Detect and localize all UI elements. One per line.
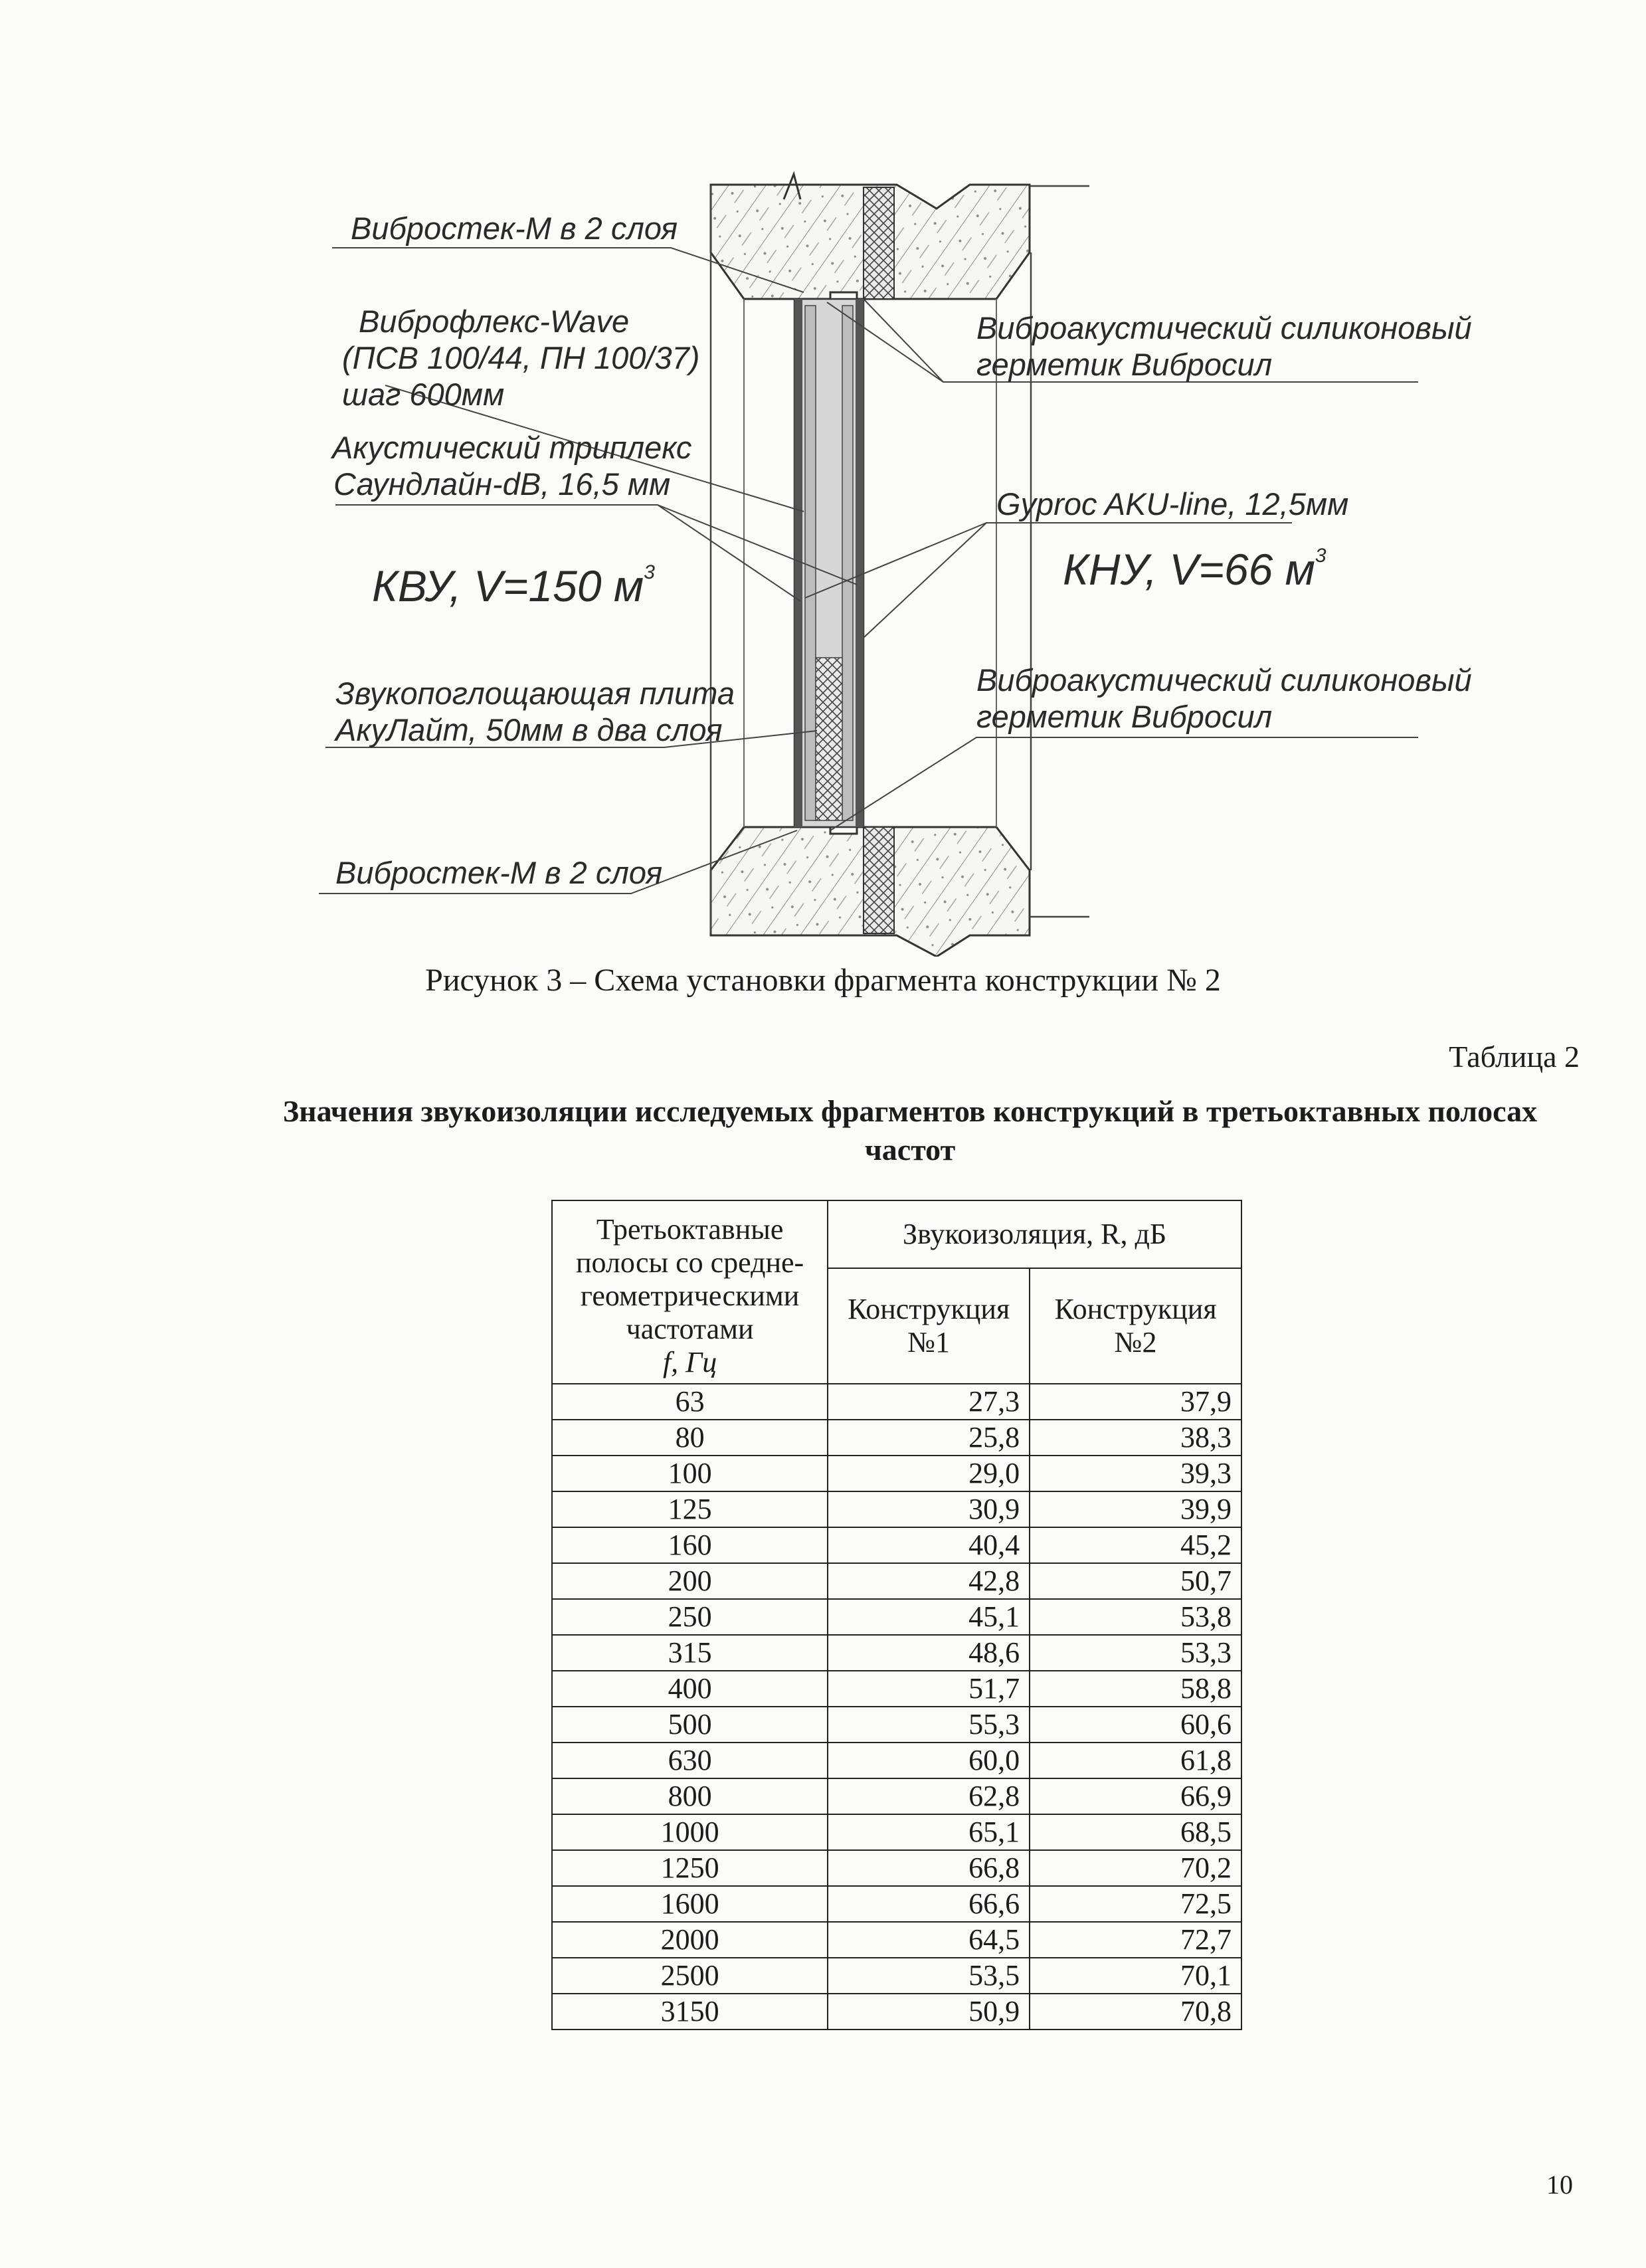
header-construction-1-line: Конструкция (848, 1293, 1010, 1325)
cell-frequency: 630 (552, 1743, 828, 1778)
cell-construction-2: 45,2 (1030, 1527, 1241, 1563)
bottom-insulation-strip (864, 827, 894, 933)
top-concrete-slab (711, 174, 1030, 299)
cell-construction-2: 53,8 (1030, 1599, 1241, 1635)
table-row (552, 1456, 1241, 1491)
bottom-concrete-slab (711, 827, 1030, 957)
label-sealant-top-2: герметик Вибросил (976, 347, 1273, 382)
cell-frequency: 80 (552, 1420, 828, 1456)
table-row (552, 1707, 1241, 1743)
cell-construction-1: 60,0 (828, 1743, 1030, 1778)
label-gyproc: Gyproc AKU-line, 12,5мм (996, 486, 1349, 521)
label-absorber-2: АкуЛайт, 50мм в два слоя (335, 712, 723, 747)
cell-construction-1: 48,6 (828, 1635, 1030, 1671)
cell-construction-2: 68,5 (1030, 1814, 1241, 1850)
cell-construction-2: 61,8 (1030, 1743, 1241, 1778)
cell-construction-1: 66,6 (828, 1886, 1030, 1922)
label-sealant-bottom-1: Виброакустический силиконовый (976, 662, 1472, 698)
label-kvu-room: КВУ, V=150 $м^3$ (372, 561, 655, 611)
table-row (552, 1850, 1241, 1886)
page-number: 10 (1546, 2170, 1573, 2200)
cell-construction-2: 70,2 (1030, 1850, 1241, 1886)
cell-construction-1: 42,8 (828, 1563, 1030, 1599)
label-vibroflex-3: шаг 600мм (342, 377, 505, 412)
header-construction-2-line: №2 (1114, 1326, 1157, 1359)
header-frequency-line: полосы со средне- (575, 1246, 804, 1279)
cell-construction-2: 60,6 (1030, 1707, 1241, 1743)
table-row (552, 1527, 1241, 1563)
cell-construction-1: 53,5 (828, 1958, 1030, 1994)
table-row (552, 1384, 1241, 1420)
cell-construction-2: 53,3 (1030, 1635, 1241, 1671)
cell-frequency: 160 (552, 1527, 828, 1563)
cell-frequency: 315 (552, 1635, 828, 1671)
absorber-layer (816, 658, 842, 820)
cell-frequency: 400 (552, 1671, 828, 1707)
cell-construction-1: 50,9 (828, 1994, 1030, 2030)
label-vibrostek-top: Вибростек-М в 2 слоя (351, 211, 678, 246)
installation-diagram (0, 0, 1646, 957)
cell-construction-2: 72,7 (1030, 1922, 1241, 1958)
cell-construction-1: 25,8 (828, 1420, 1030, 1456)
header-construction-1 (828, 1268, 1030, 1384)
cell-frequency: 2500 (552, 1958, 828, 1994)
label-sealant-bottom-2: герметик Вибросил (976, 699, 1273, 734)
table-row (552, 1886, 1241, 1922)
cell-construction-1: 51,7 (828, 1671, 1030, 1707)
table-row (552, 1743, 1241, 1778)
cell-construction-1: 64,5 (828, 1922, 1030, 1958)
table-title-line2: частот (864, 1133, 956, 1167)
label-vibroflex-2: (ПСВ 100/44, ПН 100/37) (342, 340, 700, 375)
cell-construction-2: 70,8 (1030, 1994, 1241, 2030)
table-row (552, 1420, 1241, 1456)
figure-caption: Рисунок 3 – Схема установки фрагмента конструкции № 2 (425, 963, 1221, 998)
partition-panel (794, 299, 864, 827)
cell-construction-2: 39,3 (1030, 1456, 1241, 1491)
table-title (239, 1092, 1581, 1169)
cell-construction-2: 50,7 (1030, 1563, 1241, 1599)
table-row (552, 1994, 1241, 2030)
cell-construction-2: 37,9 (1030, 1384, 1241, 1420)
cell-frequency: 1250 (552, 1850, 828, 1886)
label-triplex-2: Саундлайн-dB, 16,5 мм (333, 466, 671, 502)
cell-construction-1: 29,0 (828, 1456, 1030, 1491)
label-vibroflex-1: Виброфлекс-Wave (359, 304, 630, 339)
table-title-line1: Значения звукоизоляции исследуемых фрагментов конструкций в третьоктавных полосах (282, 1094, 1538, 1128)
cell-frequency: 63 (552, 1384, 828, 1420)
cell-frequency: 200 (552, 1563, 828, 1599)
cell-frequency: 100 (552, 1456, 828, 1491)
cell-construction-2: 58,8 (1030, 1671, 1241, 1707)
cell-frequency: 125 (552, 1491, 828, 1527)
cell-construction-1: 62,8 (828, 1778, 1030, 1814)
top-insulation-strip (864, 187, 894, 299)
cell-construction-1: 55,3 (828, 1707, 1030, 1743)
header-frequency-line: Третьоктавные (596, 1213, 784, 1246)
label-sealant-top-1: Виброакустический силиконовый (976, 310, 1472, 345)
table-row (552, 1491, 1241, 1527)
table-row (552, 1814, 1241, 1850)
header-construction-2-line: Конструкция (1054, 1293, 1217, 1325)
cell-frequency: 1600 (552, 1886, 828, 1922)
cell-construction-1: 65,1 (828, 1814, 1030, 1850)
header-frequency-line: f, Гц (662, 1346, 717, 1378)
label-absorber-1: Звукопоглощающая плита (335, 676, 735, 711)
label-triplex-1: Акустический триплекс (332, 430, 692, 465)
table-row (552, 1563, 1241, 1599)
header-construction-1-line: №1 (907, 1326, 951, 1359)
cell-frequency: 250 (552, 1599, 828, 1635)
cell-construction-1: 66,8 (828, 1850, 1030, 1886)
table-body (552, 1384, 1241, 2030)
cell-frequency: 2000 (552, 1922, 828, 1958)
label-knu-room: КНУ, V=66 $м^3$ (1063, 545, 1326, 594)
table-row (552, 1922, 1241, 1958)
cell-construction-2: 70,1 (1030, 1958, 1241, 1994)
cell-construction-2: 72,5 (1030, 1886, 1241, 1922)
cell-frequency: 3150 (552, 1994, 828, 2030)
header-construction-2 (1030, 1268, 1241, 1384)
cell-frequency: 1000 (552, 1814, 828, 1850)
cell-construction-1: 30,9 (828, 1491, 1030, 1527)
cell-construction-2: 39,9 (1030, 1491, 1241, 1527)
table-number: Таблица 2 (1449, 1040, 1580, 1074)
cell-construction-1: 45,1 (828, 1599, 1030, 1635)
table-row (552, 1958, 1241, 1994)
table-row (552, 1599, 1241, 1635)
header-frequency-line: частотами (626, 1313, 754, 1345)
table-row (552, 1671, 1241, 1707)
label-vibrostek-bottom: Вибростек-М в 2 слоя (335, 855, 663, 890)
cell-construction-1: 27,3 (828, 1384, 1030, 1420)
sound-insulation-table (551, 1200, 1242, 2030)
cell-construction-1: 40,4 (828, 1527, 1030, 1563)
cell-frequency: 800 (552, 1778, 828, 1814)
cell-construction-2: 38,3 (1030, 1420, 1241, 1456)
header-insulation: Звукоизоляция, R, дБ (828, 1200, 1241, 1268)
header-frequency (552, 1200, 828, 1384)
table-row (552, 1635, 1241, 1671)
cell-frequency: 500 (552, 1707, 828, 1743)
cell-construction-2: 66,9 (1030, 1778, 1241, 1814)
header-frequency-line: геометрическими (580, 1279, 800, 1312)
table-row (552, 1778, 1241, 1814)
